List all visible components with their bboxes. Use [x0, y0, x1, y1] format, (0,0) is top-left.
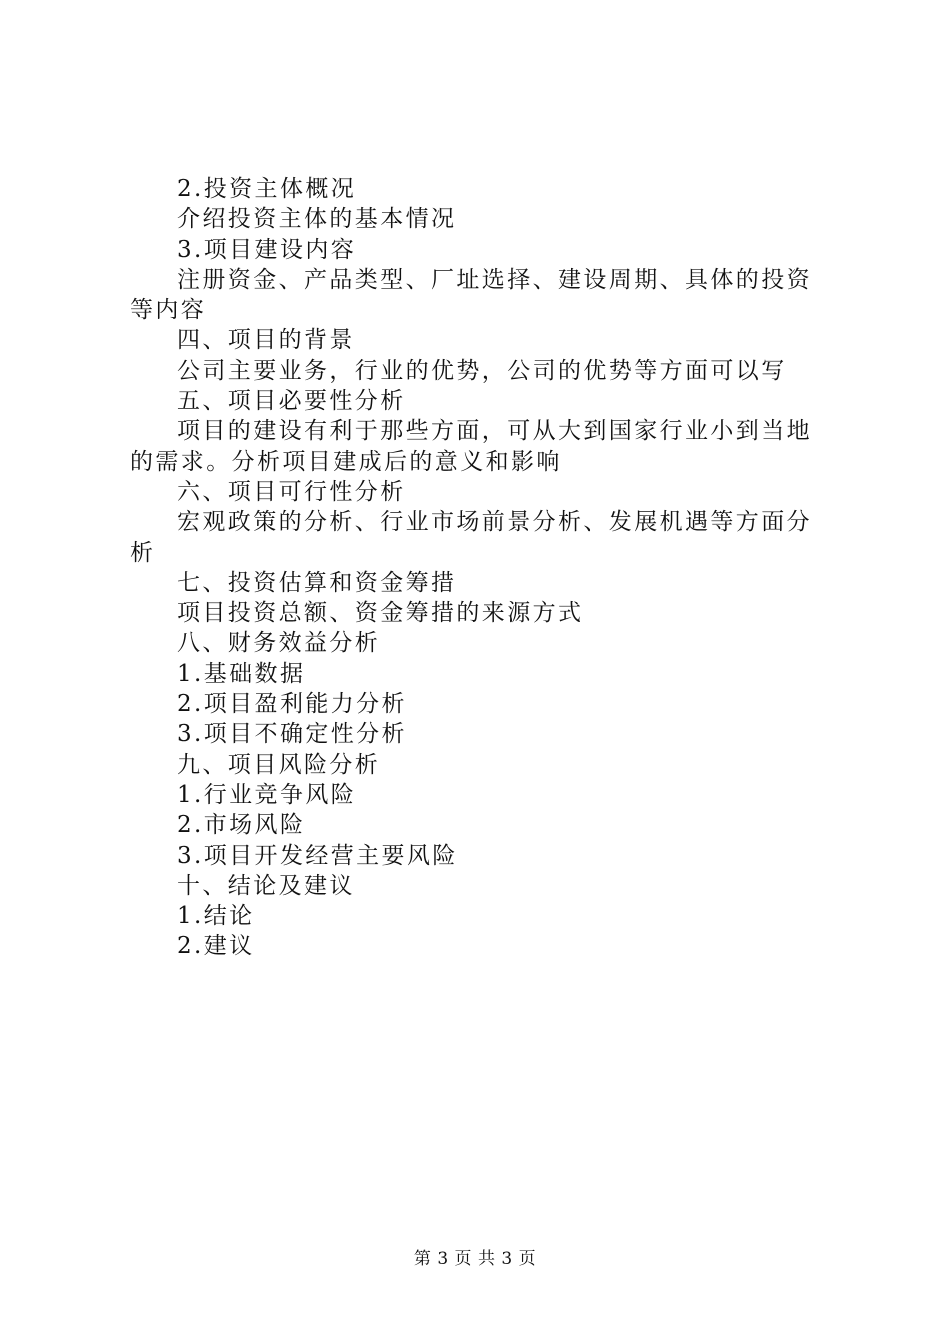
document-body — [130, 174, 830, 962]
list-item: 3.项目开发经营主要风险 — [177, 842, 458, 869]
paragraph: 介绍投资主体的基本情况 — [177, 206, 457, 233]
section-heading: 五、项目必要性分析 — [177, 388, 406, 415]
paragraph: 宏观政策的分析、行业市场前景分析、发展机遇等方面分析 — [130, 509, 812, 566]
section-heading: 六、项目可行性分析 — [177, 478, 406, 505]
page-footer: 第 3 页 共 3 页 — [413, 1249, 537, 1269]
section-heading: 十、结论及建议 — [177, 872, 355, 899]
paragraph: 项目的建设有利于那些方面，可从大到国家行业小到当地的需求。分析项目建成后的意义和影响 — [130, 418, 812, 475]
list-item: 1.行业竞争风险 — [177, 781, 357, 808]
section-heading: 九、项目风险分析 — [177, 751, 381, 778]
paragraph: 公司主要业务，行业的优势，公司的优势等方面可以写 — [177, 357, 787, 384]
paragraph: 2.投资主体概况 — [177, 176, 357, 202]
list-item: 2.建议 — [177, 933, 255, 960]
list-item: 1.基础数据 — [177, 660, 306, 687]
list-item: 3.项目不确定性分析 — [177, 721, 407, 748]
list-item: 1.结论 — [177, 903, 255, 930]
paragraph: 3.项目建设内容 — [177, 236, 357, 263]
paragraph: 项目投资总额、资金筹措的来源方式 — [177, 600, 584, 627]
list-item: 2.市场风险 — [177, 812, 306, 839]
section-heading: 八、财务效益分析 — [177, 630, 381, 657]
paragraph: 注册资金、产品类型、厂址选择、建设周期、具体的投资等内容 — [130, 266, 812, 324]
section-heading: 七、投资估算和资金筹措 — [177, 569, 457, 596]
section-heading: 四、项目的背景 — [177, 327, 355, 354]
list-item: 2.项目盈利能力分析 — [177, 691, 407, 718]
